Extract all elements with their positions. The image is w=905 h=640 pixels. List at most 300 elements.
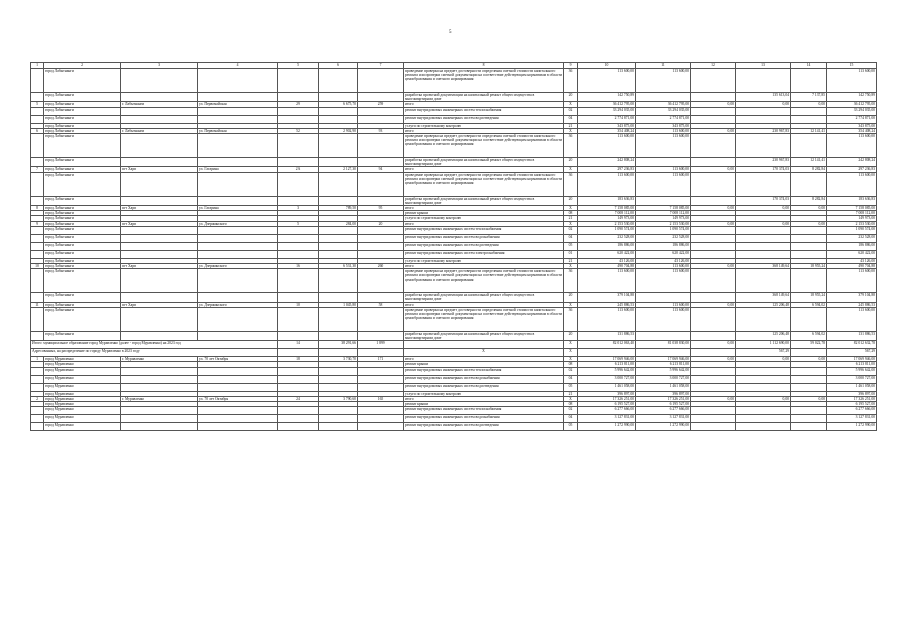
table-cell: 21 [564,123,578,128]
table-cell [358,172,404,196]
table-cell: 3 127 831,00 [578,415,636,423]
municipality-total-row [31,341,877,349]
table-cell: 18 955,24 [791,293,827,302]
table-cell: 1 272 990,00 [578,423,636,431]
table-cell: 232 528,00 [578,234,636,242]
table-cell: 142 750,89 [827,93,877,102]
table-cell: 245 886,53 [578,302,636,307]
table-cell: 3 000 727,00 [827,375,877,383]
table-cell [691,69,736,93]
table-cell: 2 153 530,00 [827,221,877,226]
table-row [31,367,877,375]
table-cell: 7 008 112,00 [827,211,877,216]
table-cell: город Лабытнанги [44,307,121,331]
table-cell: пгт Харп [121,221,198,226]
table-cell [319,250,358,258]
table-cell: 230 967,83 [736,158,791,167]
table-cell: 5 [278,221,319,226]
table-cell: 20 [564,331,578,340]
table-cell: 8 282,84 [791,167,827,172]
table-cell: 4 [198,63,278,69]
table-cell: 16 [278,264,319,269]
table-cell [791,234,827,242]
table-cell [278,226,319,234]
table-cell: город Муравленко [44,402,121,407]
table-cell: 0,00 [691,206,736,211]
table-cell [31,196,44,205]
table-row [31,307,877,331]
table-cell: X [564,396,578,401]
table-cell [31,383,44,391]
table-cell: итого [404,206,564,211]
table-cell: 113 600,00 [578,307,636,331]
table-cell: 05 [564,423,578,431]
table-row [31,423,877,431]
table-cell [278,407,319,415]
table-cell [31,415,44,423]
table-row [31,250,877,258]
table-cell [691,93,736,102]
table-cell: 3 127 831,00 [636,415,691,423]
table-cell: итого [404,357,564,362]
table-cell [358,293,404,302]
table-cell [636,196,691,205]
table-cell [736,407,791,415]
table-cell [278,196,319,205]
table-cell [736,115,791,123]
table-cell: 82 012 063,40 [578,341,636,349]
table-cell: город Лабытнанги [44,134,121,158]
table-cell: 142 750,89 [578,93,636,102]
table-row [31,383,877,391]
table-cell: ремонт крыши [404,362,564,367]
table-cell: 43 126,00 [636,258,691,263]
table-cell [791,172,827,196]
table-cell [278,172,319,196]
table-cell [358,383,404,391]
table-cell [736,107,791,115]
table-cell: 6 277 666,00 [827,407,877,415]
table-cell: 0,00 [691,396,736,401]
table-cell: 6 594,02 [791,302,827,307]
table-cell: 1 272 990,00 [636,423,691,431]
table-cell: город Лабытнанги [44,226,121,234]
table-cell: 1 090 574,00 [578,226,636,234]
table-cell [278,269,319,293]
table-cell: 8 [404,63,564,69]
table-cell [319,307,358,331]
table-cell: ремонт внутридомовых инженерных систем водоотведения [404,383,564,391]
table-cell: 5 [31,102,44,107]
table-cell: проведение проверки на предмет достоверности определения сметной стоимости капитального ремонта или проверки сметной документации на соответствие действующим нормативам в области ценообразования и сметного нормирования [404,134,564,158]
table-cell [578,349,636,357]
table-cell [636,293,691,302]
table-cell: 10 [578,63,636,69]
table-cell: 0,00 [736,206,791,211]
table-cell: 131 886,53 [578,331,636,340]
table-cell: ремонт внутридомовых инженерных систем теплоснабжения [404,407,564,415]
table-cell: 125 206,48 [736,302,791,307]
table-cell [278,415,319,423]
table-cell: 3 127 831,00 [827,415,877,423]
table-cell: ул. Дзержинского [198,264,278,269]
table-cell [31,172,44,196]
table-cell [791,107,827,115]
table-cell: город Лабытнанги [44,102,121,107]
table-cell: 3 [121,63,198,69]
table-cell [319,423,358,431]
table-cell [319,242,358,250]
table-cell [121,269,198,293]
table-cell: город Лабытнанги [44,107,121,115]
table-cell [31,134,44,158]
table-cell: X [564,341,578,349]
table-cell: 6 [31,128,44,133]
table-cell [31,93,44,102]
table-cell: 2 774 871,00 [827,115,877,123]
table-cell [198,269,278,293]
table-cell [358,349,404,357]
table-cell: 396 897,00 [578,391,636,396]
table-cell [198,250,278,258]
table-cell: X [564,206,578,211]
table-cell [636,349,691,357]
table-cell: проведение проверки на предмет достоверности определения сметной стоимости капитального ремонта или проверки сметной документации на соответствие действующим нормативам в области ценообразования и сметного нормирования [404,269,564,293]
table-cell [121,423,198,431]
table-cell [319,93,358,102]
table-cell: 1 461 058,00 [636,383,691,391]
table-cell [278,349,319,357]
table-cell [691,242,736,250]
table-cell: 12 141,41 [791,158,827,167]
table-cell: 6 277 666,00 [636,407,691,415]
table-cell [278,234,319,242]
table-cell: 6 213 811,00 [578,362,636,367]
table-cell: 0,00 [691,102,736,107]
table-cell: 21 [564,258,578,263]
table-cell: 1 090 574,00 [827,226,877,234]
table-cell: пгт Харп [121,167,198,172]
table-cell: услуги по строительному контролю [404,258,564,263]
table-cell: город Лабытнанги [44,234,121,242]
table-cell [198,115,278,123]
page-number: 5 [449,30,452,35]
table-cell: 6 277 666,00 [578,407,636,415]
table-cell: 113 600,00 [578,269,636,293]
table-cell: 113 600,00 [827,269,877,293]
table-cell: 43 126,00 [827,258,877,263]
table-cell [198,331,278,340]
table-cell [278,293,319,302]
table-cell [278,375,319,383]
table-cell: 7 158 085,00 [636,206,691,211]
table-cell: город Лабытнанги [44,258,121,263]
table-cell: 36 [564,307,578,331]
table-cell [319,293,358,302]
table-cell [791,269,827,293]
table-cell: 113 600,00 [636,307,691,331]
table-cell [198,158,278,167]
table-cell: проведение проверки на предмет достоверности определения сметной стоимости капитального ремонта или проверки сметной документации на соответствие действующим нормативам в области ценообразования и сметного нормирования [404,307,564,331]
table-cell: 9 [564,63,578,69]
table-cell: 33 294 035,00 [827,107,877,115]
table-cell: 113 600,00 [636,69,691,93]
table-cell: итого [404,396,564,401]
table-cell: ул. 70 лет Октября [198,357,278,362]
table-cell: 368 149,64 [736,264,791,269]
table-cell [691,172,736,196]
table-cell: 38 291,66 [319,341,358,349]
table-cell: 0,00 [791,221,827,226]
table-row [31,69,877,93]
table-cell: 0,00 [691,264,736,269]
table-row [31,375,877,383]
table-cell: ремонт крыши [404,402,564,407]
table-cell: 52 [278,128,319,133]
table-cell: 17 326 251,00 [578,396,636,401]
table-cell: город Лабытнанги [44,69,121,93]
table-cell [404,341,564,349]
table-cell [691,415,736,423]
table-cell [791,242,827,250]
table-cell: 20 [564,196,578,205]
table-cell: 113 600,00 [827,172,877,196]
table-cell: 242 808,24 [827,158,877,167]
table-cell [736,307,791,331]
table-cell [278,331,319,340]
table-cell: город Муравленко [44,396,121,401]
table-cell: 7 [31,167,44,172]
table-cell [736,134,791,158]
table-cell: 95 [358,206,404,211]
table-cell: ремонт внутридомовых инженерных систем водоотведения [404,423,564,431]
table-cell: 379 104,88 [827,293,877,302]
table-cell: ремонт внутридомовых инженерных систем водоснабжения [404,415,564,423]
table-row [31,93,877,102]
table-cell: город Лабытнанги [44,128,121,133]
table-cell: 113 600,00 [827,307,877,331]
table-cell [198,134,278,158]
table-cell [31,226,44,234]
table-cell [791,349,827,357]
table-cell: город Лабытнанги [44,123,121,128]
table-row [31,107,877,115]
table-cell [31,250,44,258]
table-cell [198,242,278,250]
table-cell: 343 875,00 [827,123,877,128]
table-cell [198,375,278,383]
table-cell: город Лабытнанги [44,206,121,211]
table-cell [358,307,404,331]
table-cell: город Лабытнанги [44,269,121,293]
table-cell: 17 326 251,00 [827,396,877,401]
table-cell: 149 973,00 [578,216,636,221]
table-cell: 6 213 811,00 [636,362,691,367]
table-cell: 354 408,24 [827,128,877,133]
table-cell: город Лабытнанги [44,293,121,302]
table-cell [31,242,44,250]
table-cell: 81 038 830,00 [636,341,691,349]
table-cell: услуги по строительному контролю [404,123,564,128]
table-cell: 259 [358,102,404,107]
table-cell: город Муравленко [44,415,121,423]
table-cell: 58 [358,302,404,307]
table-cell: 2 127,30 [319,167,358,172]
table-row [31,158,877,167]
table-cell: 2 774 871,00 [636,115,691,123]
table-cell [278,307,319,331]
table-cell: X [564,357,578,362]
table-cell [278,134,319,158]
table-cell: ул. Дзержинского [198,221,278,226]
table-cell: 113 600,00 [827,134,877,158]
table-cell [198,234,278,242]
table-cell: 6 594,02 [791,331,827,340]
table-cell: разработка проектной документации на капитальный ремонт общего имущества в многоквартирном доме [404,293,564,302]
table-cell [198,93,278,102]
table-cell [31,367,44,375]
table-cell [791,250,827,258]
table-cell [31,234,44,242]
table-cell [691,196,736,205]
table-cell [121,407,198,415]
table-cell: 5 996 642,00 [578,367,636,375]
table-cell: 05 [564,242,578,250]
table-cell [691,269,736,293]
table-cell: 10 [278,302,319,307]
table-cell: 284,00 [319,221,358,226]
table-cell [121,234,198,242]
table-cell: 2 153 530,00 [578,221,636,226]
table-cell: 0,00 [691,357,736,362]
table-cell: 0,00 [736,102,791,107]
table-cell: 17 069 946,00 [578,357,636,362]
table-cell [791,415,827,423]
table-cell: 113 600,00 [636,167,691,172]
table-cell [358,423,404,431]
table-row [31,293,877,302]
table-cell: 6 531,30 [319,264,358,269]
table-cell: X [404,349,564,357]
table-cell: 6 213 811,00 [827,362,877,367]
table-cell [198,415,278,423]
table-cell [358,407,404,415]
table-cell: 7 158 085,00 [578,206,636,211]
table-cell [319,134,358,158]
table-cell [358,367,404,375]
table-cell: 1 112 690,00 [736,341,791,349]
table-cell: 2А [278,167,319,172]
table-cell: 17 069 946,00 [636,357,691,362]
table-cell [319,407,358,415]
table-cell: 14 [791,63,827,69]
table-row [31,407,877,415]
table-cell: 0,00 [791,102,827,107]
table-cell: 36 412 795,00 [578,102,636,107]
table-cell [736,423,791,431]
table-cell: ремонт внутридомовых инженерных систем водоотведения [404,242,564,250]
table-cell: 113 600,00 [827,69,877,93]
table-cell: 1 899 [358,341,404,349]
table-cell: X [564,167,578,172]
table-cell [636,331,691,340]
table-cell [358,93,404,102]
table-cell: 3 000 727,00 [578,375,636,383]
table-cell: 131 886,53 [827,331,877,340]
table-cell: 125 206,48 [736,331,791,340]
table-cell: 15 [827,63,877,69]
table-cell: 12 141,41 [791,128,827,133]
table-cell: 6 195 527,00 [827,402,877,407]
table-row [31,269,877,293]
table-cell: город Лабытнанги [44,221,121,226]
table-cell [691,423,736,431]
table-cell: 7 158 085,00 [827,206,877,211]
table-cell: 05 [564,383,578,391]
table-cell: 170 374,03 [736,196,791,205]
table-cell [691,331,736,340]
table-cell [736,226,791,234]
table-cell: ул. Первомайская [198,128,278,133]
table-cell: X [564,102,578,107]
table-cell: итого [404,264,564,269]
table-cell [691,367,736,375]
table-cell: город Муравленко [44,407,121,415]
table-cell: г. Муравленко [121,357,198,362]
table-cell: 2 [44,63,121,69]
table-cell: 0,00 [736,357,791,362]
table-cell [736,242,791,250]
table-cell: 1 045,80 [319,302,358,307]
table-cell: Адресованных, на распределение по городу Муравленко в 2023 году [31,349,278,357]
table-cell: 33 294 035,00 [578,107,636,115]
table-cell: 01 [564,250,578,258]
table-cell: 5 996 642,00 [827,367,877,375]
table-cell: X [564,264,578,269]
table-cell: город Муравленко [44,383,121,391]
table-cell: 567,29 [736,349,791,357]
table-cell [31,423,44,431]
table-cell [31,69,44,93]
table-cell: 149 973,00 [827,216,877,221]
table-cell: 0,00 [691,302,736,307]
table-cell [319,158,358,167]
table-cell: город Лабытнанги [44,167,121,172]
table-cell: 0,00 [736,396,791,401]
table-cell [691,307,736,331]
table-cell [358,115,404,123]
table-row [31,331,877,340]
table-cell: 490 704,88 [578,264,636,269]
table-cell: 245 886,53 [827,302,877,307]
table-cell: город Муравленко [44,391,121,396]
table-cell: 113 600,00 [636,302,691,307]
table-cell: 1 461 058,00 [578,383,636,391]
table-cell [121,375,198,383]
table-cell: итого [404,128,564,133]
table-cell [691,158,736,167]
table-cell: 18 955,24 [791,264,827,269]
table-cell [691,115,736,123]
table-cell [198,383,278,391]
table-cell: 36 [564,269,578,293]
table-cell [691,293,736,302]
table-cell [198,307,278,331]
table-cell: 11 [636,63,691,69]
table-cell [791,69,827,93]
table-cell: город Лабытнанги [44,216,121,221]
table-cell: 1 272 990,00 [827,423,877,431]
